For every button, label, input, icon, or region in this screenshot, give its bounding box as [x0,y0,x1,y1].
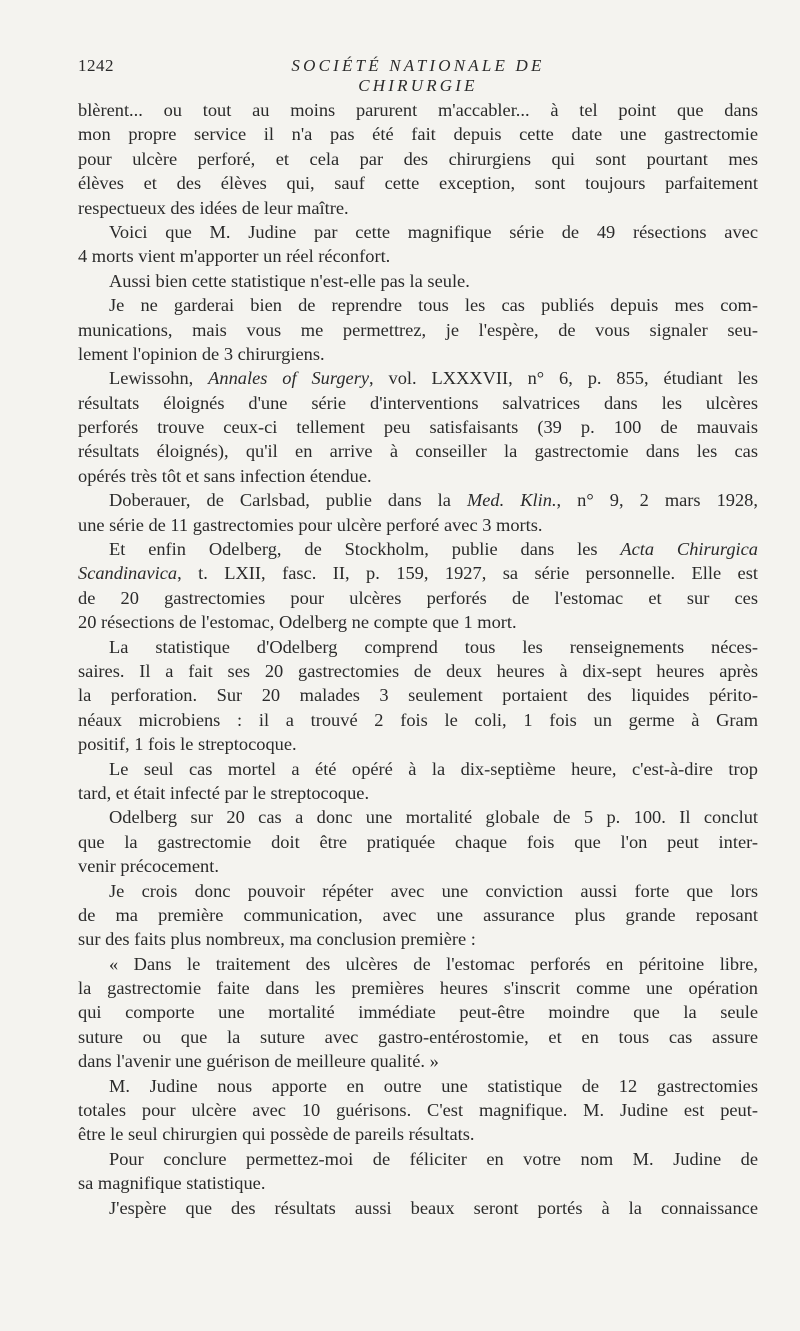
text-line: mon propre service il n'a pas été fait depuis cette date une gastrectomie [78,124,758,145]
text-line: blèrent... ou tout au moins parurent m'accabler... à tel point que dans [78,100,758,120]
text-run: Et enfin Odelberg, de Stockholm, publie dans les [109,539,621,560]
text-line: une série de 11 gastrectomies pour ulcère perforé avec 3 morts. [78,514,543,535]
text-run: Lewissohn, [109,368,209,389]
text-line: sa magnifique statistique. [78,1173,266,1194]
text-line: 20 résections de l'estomac, Odelberg ne compte que 1 mort. [78,612,517,633]
journal-citation: Med. Klin. [466,490,557,511]
text-line: « Dans le traitement des ulcères de l'estomac perforés en péritoine libre, [109,953,758,974]
text-line: la perforation. Sur 20 malades 3 seulement portaient des liquides périto- [78,685,758,706]
journal-title: SOCIÉTÉ NATIONALE DE CHIRURGIE [291,56,545,95]
text-run: , vol. LXXXVII, n° 6, p. 855, étudiant les [369,368,758,389]
text-line: Je ne garderai bien de reprendre tous les cas publiés depuis mes com- [109,295,758,316]
text-line: totales pour ulcère avec 10 guérisons. C'est magnifique. M. Judine est peut- [78,1100,758,1121]
text-line: être le seul chirurgien qui possède de pareils résultats. [78,1124,475,1145]
text-line: Voici que M. Judine par cette magnifique série de 49 résections avec [109,221,758,242]
text-line: M. Judine nous apporte en outre une statistique de 12 gastrectomies [109,1075,758,1096]
text-line: qui comporte une mortalité immédiate peut-être moindre que la seule [78,1002,758,1023]
text-line: positif, 1 fois le streptocoque. [78,734,297,755]
text-line: que la gastrectomie doit être pratiquée chaque fois que l'on peut inter- [78,831,758,852]
text-line [78,537,758,561]
journal-citation: Annales of Surgery [208,368,370,389]
text-line: venir précocement. [78,856,219,877]
text-line: suture ou que la suture avec gastro-entérostomie, et en tous cas assure [78,1026,758,1047]
text-line [78,561,758,585]
text-line: dans l'avenir une guérison de meilleure qualité. » [78,1051,439,1072]
text-line: néaux microbiens : il a trouvé 2 fois le coli, 1 fois un germe à Gram [78,709,758,730]
text-line: La statistique d'Odelberg comprend tous les renseignements néces- [109,636,758,657]
text-line: de ma première communication, avec une assurance plus grande reposant [78,904,758,925]
text-line: saires. Il a fait ses 20 gastrectomies de deux heures à dix-sept heures après [78,660,758,681]
page-number: 1242 [78,56,114,75]
text-line: Le seul cas mortel a été opéré à la dix-septième heure, c'est-à-dire trop [109,758,758,779]
text-line: élèves et des élèves qui, sauf cette exception, sont toujours parfaitement [78,173,758,194]
text-run: , n° 9, 2 mars 1928, [556,490,758,511]
text-line: Odelberg sur 20 cas a donc une mortalité globale de 5 p. 100. Il conclut [109,807,758,828]
text-line: opérés très tôt et sans infection étendue. [78,465,372,486]
text-line [78,366,758,390]
text-line: respectueux des idées de leur maître. [78,197,349,218]
text-line: résultats éloignés d'une série d'interventions salvatrices dans les ulcères [78,392,758,413]
text-run: , t. LXII, fasc. II, p. 159, 1927, sa série personnelle. Elle est [177,563,758,584]
body-text [78,98,758,1220]
text-line: pour ulcère perforé, et cela par des chirurgiens qui sont pourtant mes [78,148,758,169]
text-line: perforés trouve ceux-ci tellement peu satisfaisants (39 p. 100 de mauvais [78,417,758,438]
text-line: 4 morts vient m'apporter un réel réconfort. [78,246,391,267]
text-line: de 20 gastrectomies pour ulcères perforés de l'estomac et sur ces [78,587,758,608]
text-line: la gastrectomie faite dans les premières heures s'inscrit comme une opération [78,978,758,999]
text-line: J'espère que des résultats aussi beaux seront portés à la connaissance [109,1197,758,1218]
text-run: Doberauer, de Carlsbad, publie dans la [109,490,467,511]
text-line: résultats éloignés), qu'il en arrive à conseiller la gastrectomie dans les cas [78,441,758,462]
text-line: lement l'opinion de 3 chirurgiens. [78,343,325,364]
text-line: tard, et était infecté par le streptocoque. [78,782,370,803]
text-line: Aussi bien cette statistique n'est-elle pas la seule. [109,270,470,291]
journal-citation: Acta Chirurgica [620,539,758,560]
text-line [78,488,758,512]
text-line: Pour conclure permettez-moi de féliciter en votre nom M. Judine de [109,1148,758,1169]
text-line: sur des faits plus nombreux, ma conclusion première : [78,929,476,950]
text-line: munications, mais vous me permettrez, je l'espère, de vous signaler seu- [78,319,758,340]
journal-citation: Scandinavica [78,563,178,584]
running-head [78,56,758,95]
text-line: Je crois donc pouvoir répéter avec une conviction aussi forte que lors [109,880,758,901]
